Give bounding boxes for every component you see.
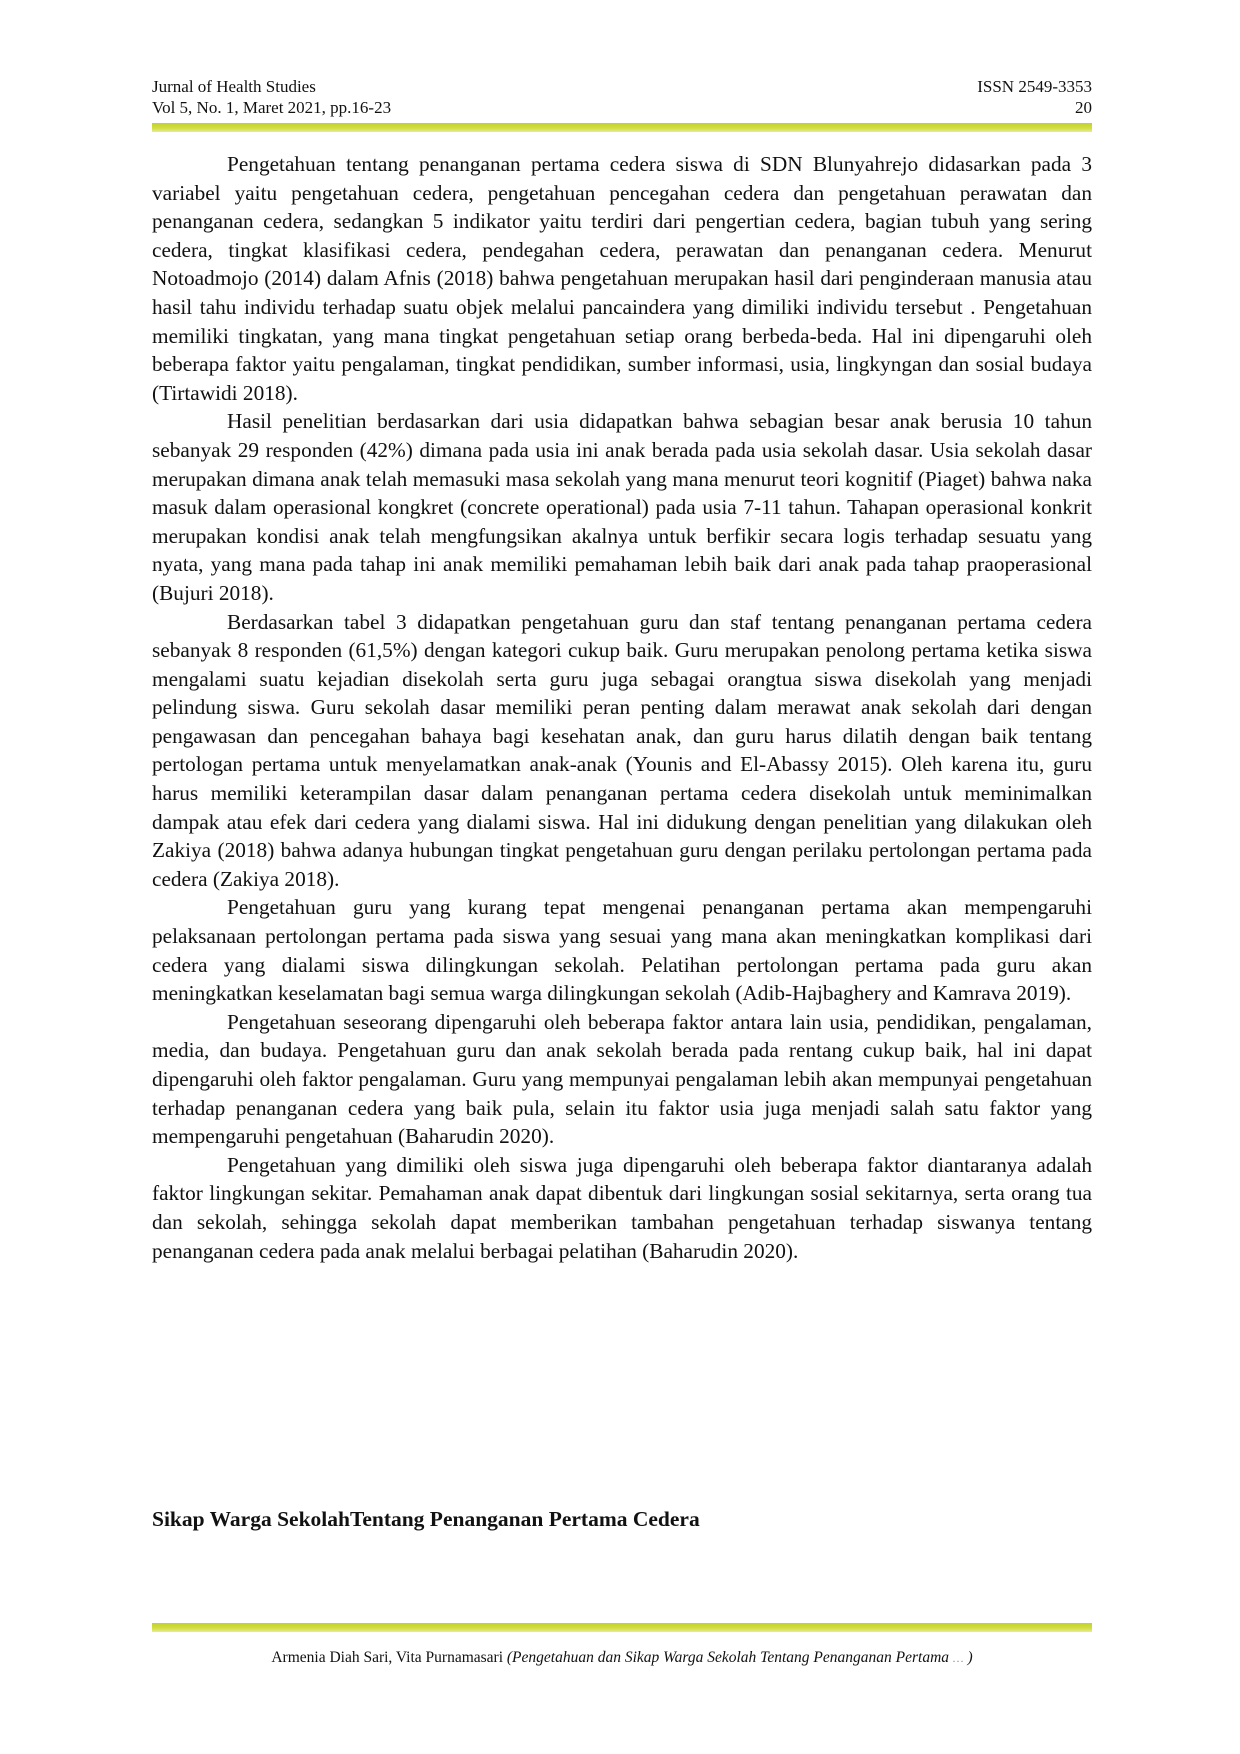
header-row-top [152, 76, 1092, 97]
footer-article-title [507, 1649, 973, 1666]
paragraph: Hasil penelitian berdasarkan dari usia didapatkan bahwa sebagian besar anak berusia 10 tahun sebanyak 29 responden (42%) dimana pada usia ini anak berada pada usia sekolah dasar. Usia sekolah dasar merupakan dimana anak telah memasuki masa sekolah yang mana menurut teori kognitif (Piaget) bahwa naka masuk dalam operasional kongkret (concrete operational) pada usia 7-11 tahun. Tahapan operasional konkrit merupakan kondisi anak telah mengfungsikan akalnya untuk berfikir secara logis terhadap sesuatu yang nyata, yang mana pada tahap ini anak memiliki pemahaman lebih baik dari anak pada tahap praoperasional (Bujuri 2018). [152, 409, 1092, 605]
footer-title-close: ) [967, 1649, 973, 1666]
footer-title-text: (Pengetahuan dan Sikap Warga Sekolah Tentang Penanganan Pertama [506, 1649, 950, 1666]
volume-info: Vol 5, No. 1, Maret 2021, pp.16-23 [152, 98, 392, 117]
footer-divider [152, 1623, 1092, 1632]
footer-ellipsis: … [952, 1651, 964, 1665]
paragraph: Pengetahuan seseorang dipengaruhi oleh beberapa faktor antara lain usia, pendidikan, pengalaman, media, dan budaya. Pengetahuan guru dan anak sekolah berada pada rentang cukup baik, hal ini dapat dipengaruhi oleh faktor pengalaman. Guru yang mempunyai pengalaman lebih akan mempunyai pengetahuan terhadap penanganan cedera yang baik pula, selain itu faktor usia juga menjadi salah satu faktor yang mempengaruhi pengetahuan (Baharudin 2020). [152, 1009, 1092, 1149]
header-divider [152, 123, 1092, 132]
article-body [152, 150, 1092, 1265]
paragraph: Berdasarkan tabel 3 didapatkan pengetahuan guru dan staf tentang penanganan pertama cedera sebanyak 8 responden (61,5%) dengan kategori cukup baik. Guru merupakan penolong pertama ketika siswa mengalami suatu kejadian disekolah serta guru juga sebagai orangtua siswa disekolah yang menjadi pelindung siswa. Guru sekolah dasar memiliki peran penting dalam merawat anak sekolah dari dengan pengawasan dan pencegahan bahaya bagi kesehatan anak, dan guru harus dilatih dengan baik tentang pertologan pertama untuk menyelamatkan anak-anak (Younis and El-Abassy 2015). Oleh karena itu, guru harus memiliki keterampilan dasar dalam penanganan pertama cedera disekolah untuk meminimalkan dampak atau efek dari cedera yang dialami siswa. Hal ini didukung dengan penelitian yang dilakukan oleh Zakiya (2018) bahwa adanya hubungan tingkat pengetahuan guru dengan perilaku pertolongan pertama pada cedera (Zakiya 2018). [152, 609, 1092, 891]
page-number: 20 [1075, 98, 1092, 117]
paragraph: Pengetahuan tentang penanganan pertama cedera siswa di SDN Blunyahrejo didasarkan pada 3 variabel yaitu pengetahuan cedera, pengetahuan pencegahan cedera dan pengetahuan perawatan dan penanganan cedera, sedangkan 5 indikator yaitu terdiri dari pengertian cedera, bagian tubuh yang sering cedera, tingkat klasifikasi cedera, pendegahan cedera, perawatan dan penanganan cedera. Menurut Notoadmojo (2014) dalam Afnis (2018) bahwa pengetahuan merupakan hasil dari penginderaan manusia atau hasil tahu individu terhadap suatu objek melalui pancaindera yang dimiliki individu tersebut . Pengetahuan memiliki tingkatan, yang mana tingkat pengetahuan setiap orang berbeda-beda. Hal ini dipengaruhi oleh beberapa faktor yaitu pengalaman, tingkat pendidikan, sumber informasi, usia, lingkyngan dan sosial budaya (Tirtawidi 2018). [152, 152, 1092, 405]
page-header [152, 76, 1092, 118]
issn: ISSN 2549-3353 [977, 77, 1092, 96]
footer-authors: Armenia Diah Sari, Vita Purnamasari [271, 1649, 504, 1666]
page-footer [152, 1648, 1092, 1668]
paragraph: Pengetahuan guru yang kurang tepat mengenai penanganan pertama akan mempengaruhi pelaksanaan pertolongan pertama pada siswa yang sesuai yang mana akan meningkatkan komplikasi dari cedera yang dialami siswa dilingkungan sekolah. Pelatihan pertolongan pertama pada guru akan meningkatkan keselamatan bagi semua warga dilingkungan sekolah (Adib-Hajbaghery and Kamrava 2019). [152, 895, 1092, 1006]
header-row-bottom [152, 97, 1092, 118]
section-heading: Sikap Warga SekolahTentang Penanganan Pertama Cedera [152, 1507, 700, 1531]
journal-name: Jurnal of Health Studies [152, 77, 316, 96]
paragraph: Pengetahuan yang dimiliki oleh siswa juga dipengaruhi oleh beberapa faktor diantaranya adalah faktor lingkungan sekitar. Pemahaman anak dapat dibentuk dari lingkungan sosial sekitarnya, serta orang tua dan sekolah, sehingga sekolah dapat memberikan tambahan pengetahuan terhadap siswanya tentang penanganan cedera pada anak melalui berbagai pelatihan (Baharudin 2020). [152, 1152, 1092, 1263]
